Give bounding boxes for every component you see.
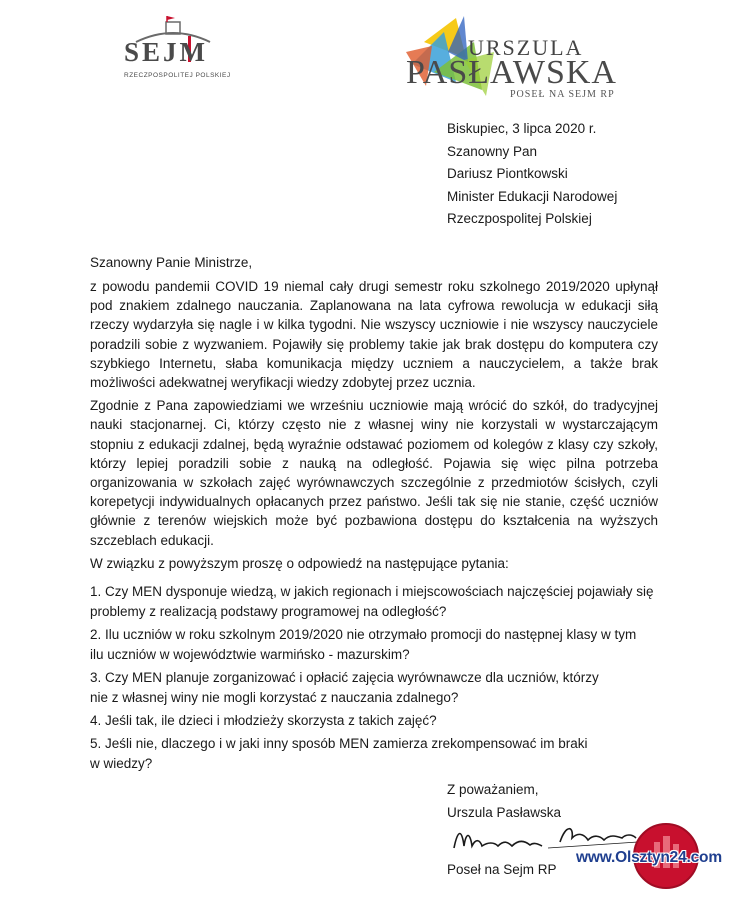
question-line: 1. Czy MEN dysponuje wiedzą, w jakich regionach i miejscowościach najczęściej pojawiały się	[90, 584, 654, 599]
question-line: 5. Jeśli nie, dlaczego i w jaki inny sposób MEN zamierza zrekompensować im braki	[90, 736, 588, 751]
salutation: Szanowny Panie Ministrze,	[90, 255, 253, 270]
sejm-logo-text: SEJM	[124, 37, 209, 67]
questions-intro: W związku z powyższym proszę o odpowiedź na następujące pytania:	[90, 555, 509, 571]
question-line: problemy z realizacją podstawy programowej na odległość?	[90, 604, 447, 619]
question-item	[90, 625, 670, 665]
recipient-line: Szanowny Pan	[447, 143, 538, 159]
question-item	[90, 711, 670, 731]
closing-regards: Z poważaniem,	[447, 782, 539, 797]
paragraph: z powodu pandemii COVID 19 niemal cały drugi semestr roku szkolnego 2019/2020 upłynął pod znakiem zdalnego nauczania. Zaplanowana na lata cyfrowa rewolucja w edukacji siłą rzeczy wydarzyła się nagle i w kilka tygodni. Nie wszyscy uczniowie i nie wszyscy nauczyciele poradzili sobie z wyzwaniem. Pojawiły się problemy takie jak brak dostępu do komputera czy szybkiego Internetu, słaba komunikacja między uczniem a nauczycielem, a także brak możliwości adekwatnej weryfikacji wiedzy zdobytej przez ucznia.	[90, 279, 658, 391]
place-date: Biskupiec, 3 lipca 2020 r.	[447, 121, 597, 136]
question-item	[90, 582, 670, 622]
signer-name: Urszula Pasławska	[447, 805, 562, 820]
recipient-line: Rzeczpospolitej Polskiej	[447, 211, 592, 226]
signer-title: Poseł na Sejm RP	[447, 862, 557, 877]
sejm-logo-subtitle: RZECZPOSPOLITEJ POLSKIEJ	[124, 72, 231, 79]
questions-list	[90, 582, 670, 777]
paragraph: Zgodnie z Pana zapowiedziami we wrześniu uczniowie mają wrócić do szkół, do tradycyjnej nauki stacjonarnej. Ci, którzy często nie z własnej winy nie korzystali w wystarczającym stopniu z edukacji zdalnej, będą wyraźnie odstawać poziomem od kolegów z klasy czy szkoły, którzy lepiej poradzili sobie z nauką na odległość. Pojawia się więc pilna potrzeba organizowania w szkołach zajęć wyrównawczych szczególnie z przedmiotów ścisłych, czyli korepetycji indywidualnych opłacanych przez państwo. Jeśli tak się nie stanie, część uczniów głównie z terenów wiejskich może być pozbawiona dostępu do kształcenia na wyższych szczeblach edukacji.	[90, 398, 658, 548]
question-item	[90, 734, 670, 774]
question-item	[90, 668, 670, 708]
recipient-line: Minister Edukacji Narodowej	[447, 188, 618, 204]
question-line: w wiedzy?	[90, 756, 153, 771]
recipient-line: Dariusz Piontkowski	[447, 166, 568, 181]
question-line: 2. Ilu uczniów w roku szkolnym 2019/2020 nie otrzymało promocji do następnej klasy w tym	[90, 627, 637, 642]
mp-subtitle: POSEŁ NA SEJM RP	[510, 89, 615, 100]
mp-last-name: PASŁAWSKA	[406, 54, 617, 91]
mp-first-name: URSZULA	[468, 35, 584, 60]
question-line: ilu uczniów w województwie warmińsko - mazurskim?	[90, 647, 410, 662]
question-line: 4. Jeśli tak, ile dzieci i młodzieży skorzysta z takich zajęć?	[90, 713, 437, 728]
watermark-text: www.Olsztyn24.com	[576, 849, 722, 866]
question-line: 3. Czy MEN planuje zorganizować i opłacić zajęcia wyrównawcze dla uczniów, którzy	[90, 670, 599, 685]
question-line: nie z własnej winy nie mogli korzystać z nauczania zdalnego?	[90, 690, 459, 705]
letter-body	[90, 277, 658, 577]
recipient-block	[447, 118, 617, 231]
